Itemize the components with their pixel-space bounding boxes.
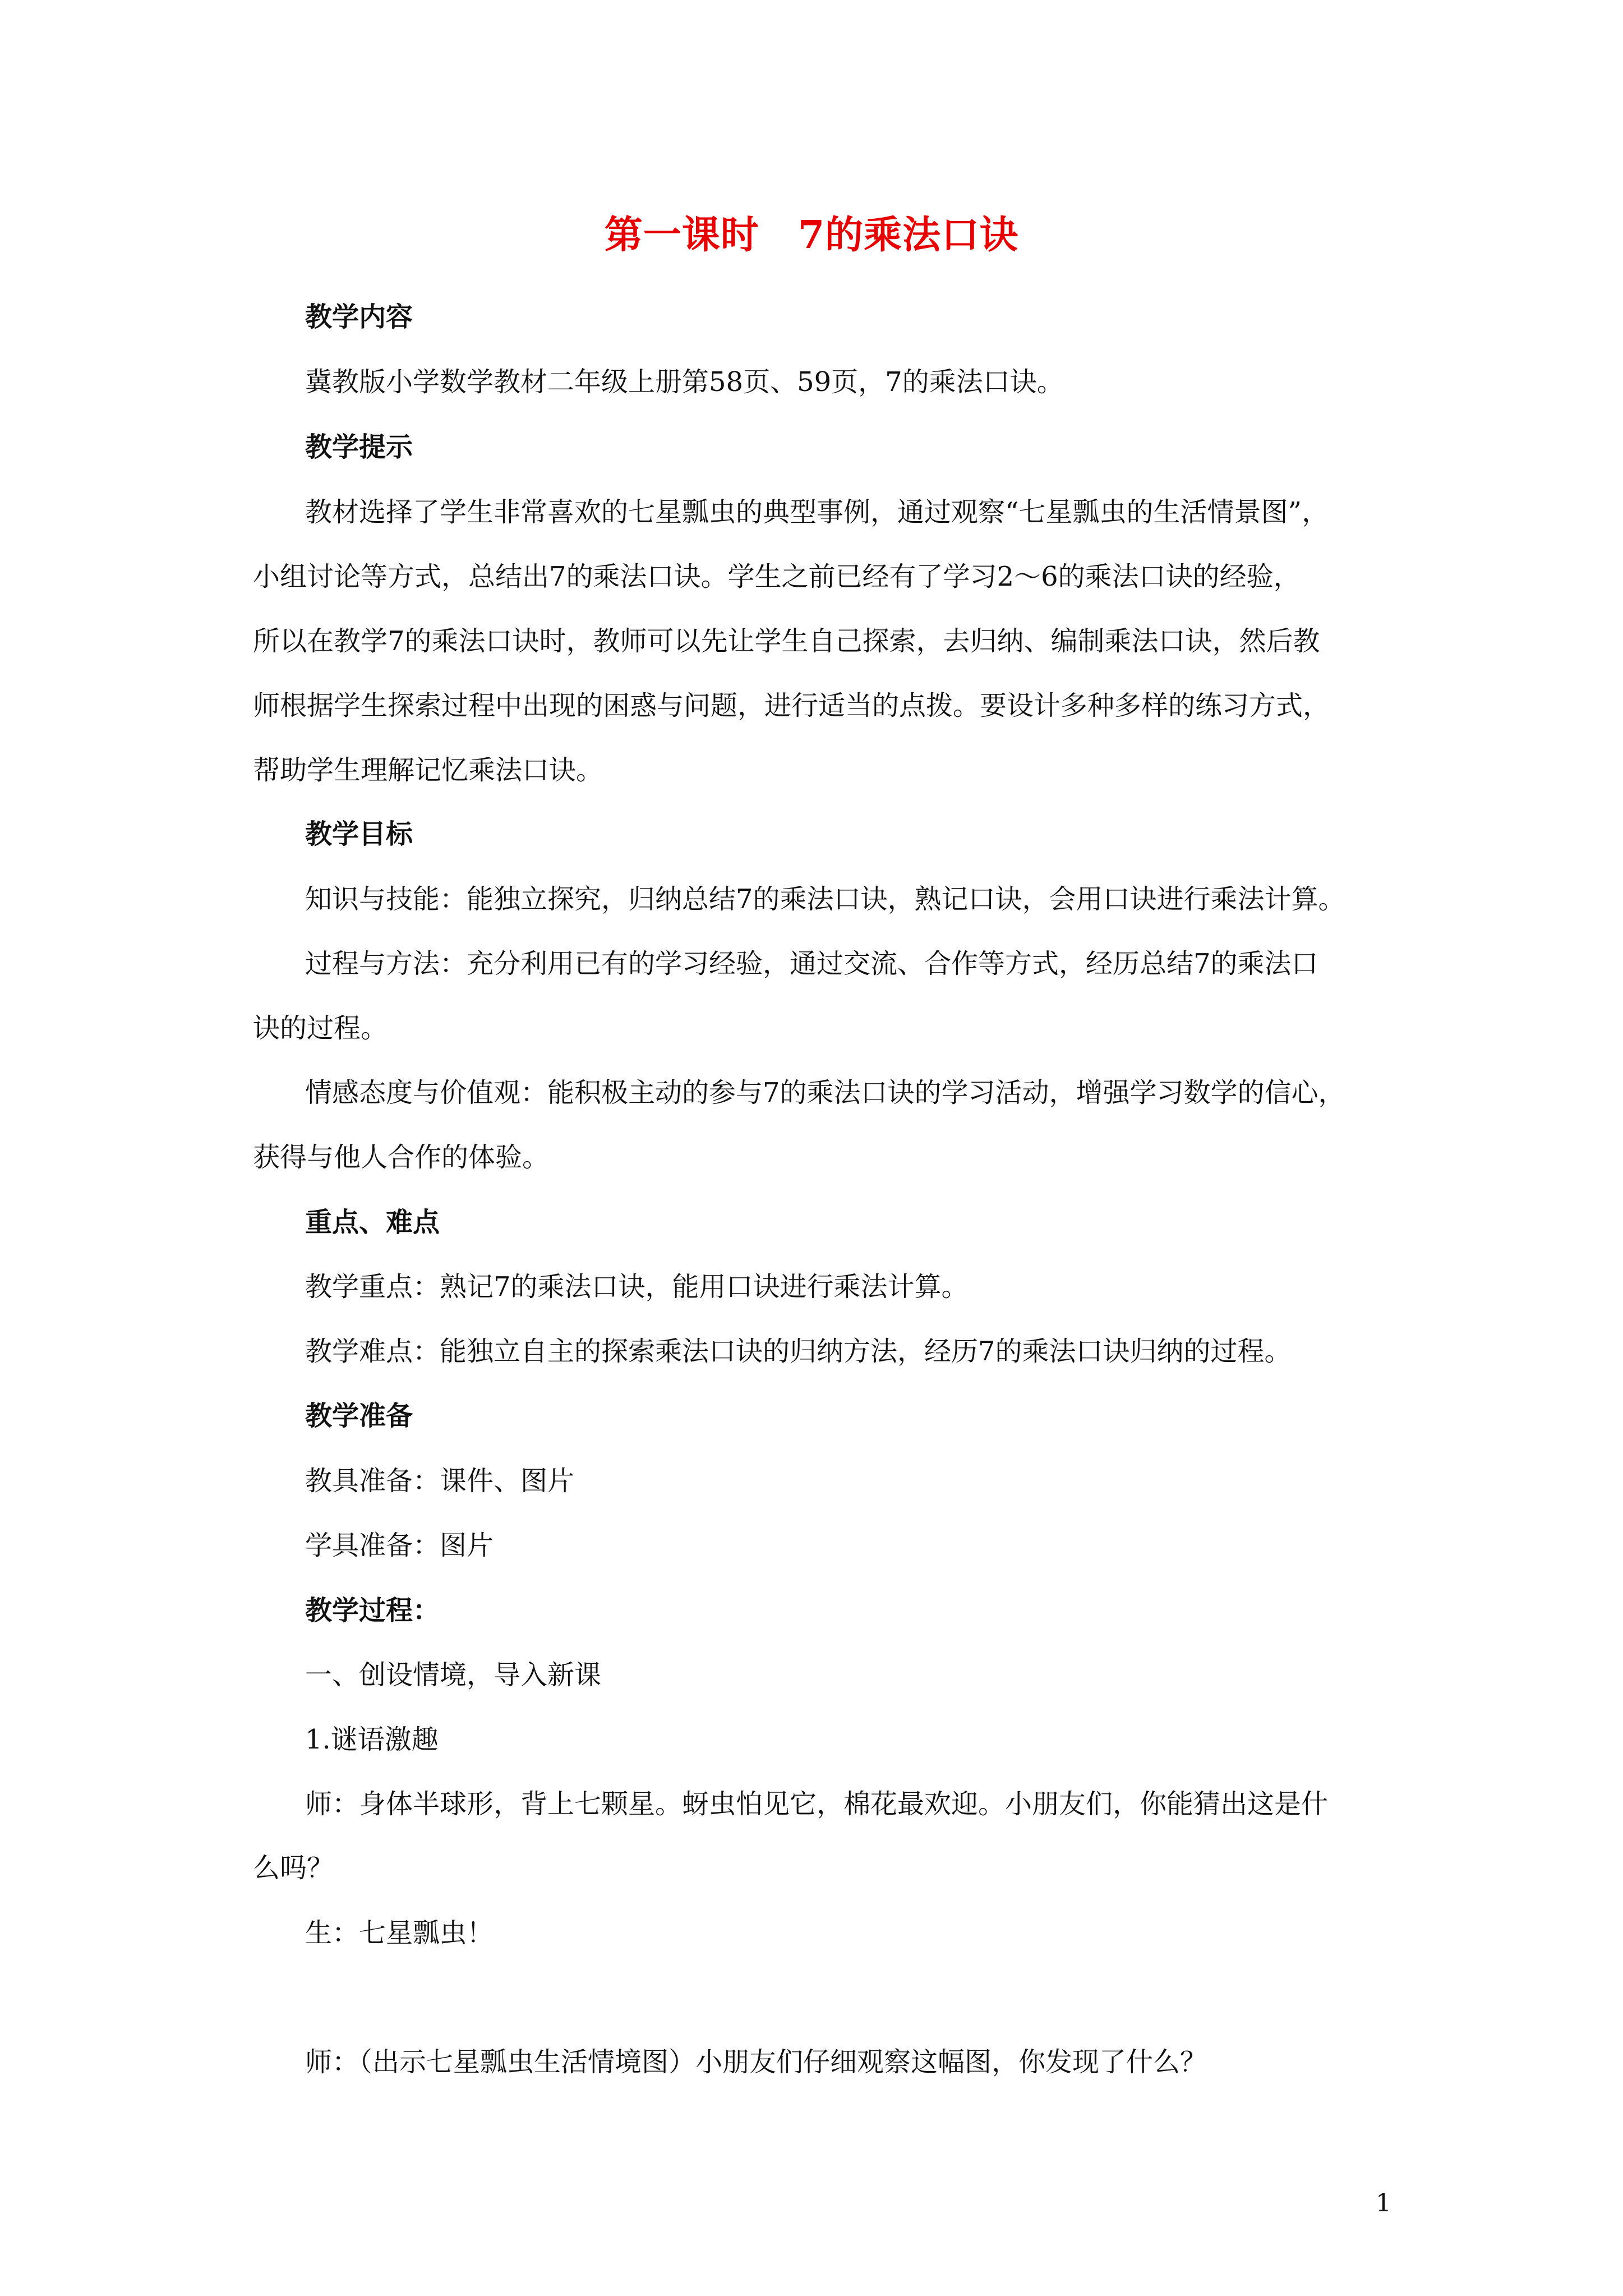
hint-line: 小组讨论等方式，总结出7的乘法口诀。学生之前已经有了学习2～6的乘法口诀的经验， xyxy=(253,561,1301,592)
teacher-prompt: 师：（出示七星瓢虫生活情境图）小朋友们仔细观察这幅图，你发现了什么？ xyxy=(305,2046,1207,2078)
teacher-prep: 教具准备：课件、图片 xyxy=(305,1465,575,1497)
page-title: 第一课时 7的乘法口诀 xyxy=(604,213,1019,257)
section-heading-key: 重点、难点 xyxy=(305,1207,440,1238)
section-heading-hint: 教学提示 xyxy=(305,431,413,463)
hint-line: 师根据学生探索过程中出现的困惑与问题，进行适当的点拨。要设计多种多样的练习方式， xyxy=(253,690,1330,721)
difficult-point: 教学难点：能独立自主的探索乘法口诀的归纳方法，经历7的乘法口诀归纳的过程。 xyxy=(305,1336,1292,1367)
process-step: 一、创设情境，导入新课 xyxy=(305,1659,602,1691)
section-heading-goals: 教学目标 xyxy=(305,818,413,850)
section-heading-prep: 教学准备 xyxy=(305,1400,413,1432)
goal-knowledge: 知识与技能：能独立探究，归纳总结7的乘法口诀，熟记口诀，会用口诀进行乘法计算。 xyxy=(305,884,1345,915)
hint-line: 所以在教学7的乘法口诀时，教师可以先让学生自己探索，去归纳、编制乘法口诀，然后教 xyxy=(253,625,1320,657)
riddle-line: 么吗？ xyxy=(253,1852,334,1884)
student-answer: 生：七星瓢虫！ xyxy=(305,1917,494,1949)
student-prep: 学具准备：图片 xyxy=(305,1530,494,1561)
section-heading-process: 教学过程： xyxy=(305,1595,440,1626)
goal-emotion: 情感态度与价值观：能积极主动的参与7的乘法口诀的学习活动，增强学习数学的信心， xyxy=(305,1077,1345,1108)
hint-line: 教材选择了学生非常喜欢的七星瓢虫的典型事例，通过观察“七星瓢虫的生活情景图”， xyxy=(305,496,1329,528)
riddle-line: 师：身体半球形，背上七颗星。蚜虫怕见它，棉花最欢迎。小朋友们，你能猜出这是什 xyxy=(305,1788,1329,1820)
goal-process-cont: 诀的过程。 xyxy=(253,1013,388,1044)
process-substep: 1.谜语激趣 xyxy=(305,1724,439,1755)
key-point: 教学重点：熟记7的乘法口诀，能用口诀进行乘法计算。 xyxy=(305,1271,969,1303)
content-text: 冀教版小学数学教材二年级上册第58页、59页，7的乘法口诀。 xyxy=(305,366,1064,398)
goal-process: 过程与方法：充分利用已有的学习经验，通过交流、合作等方式，经历总结7的乘法口 xyxy=(305,948,1318,979)
hint-line: 帮助学生理解记忆乘法口诀。 xyxy=(253,754,603,786)
page-number: 1 xyxy=(1376,2189,1391,2217)
goal-emotion-cont: 获得与他人合作的体验。 xyxy=(253,1142,550,1173)
section-heading-content: 教学内容 xyxy=(305,301,413,333)
